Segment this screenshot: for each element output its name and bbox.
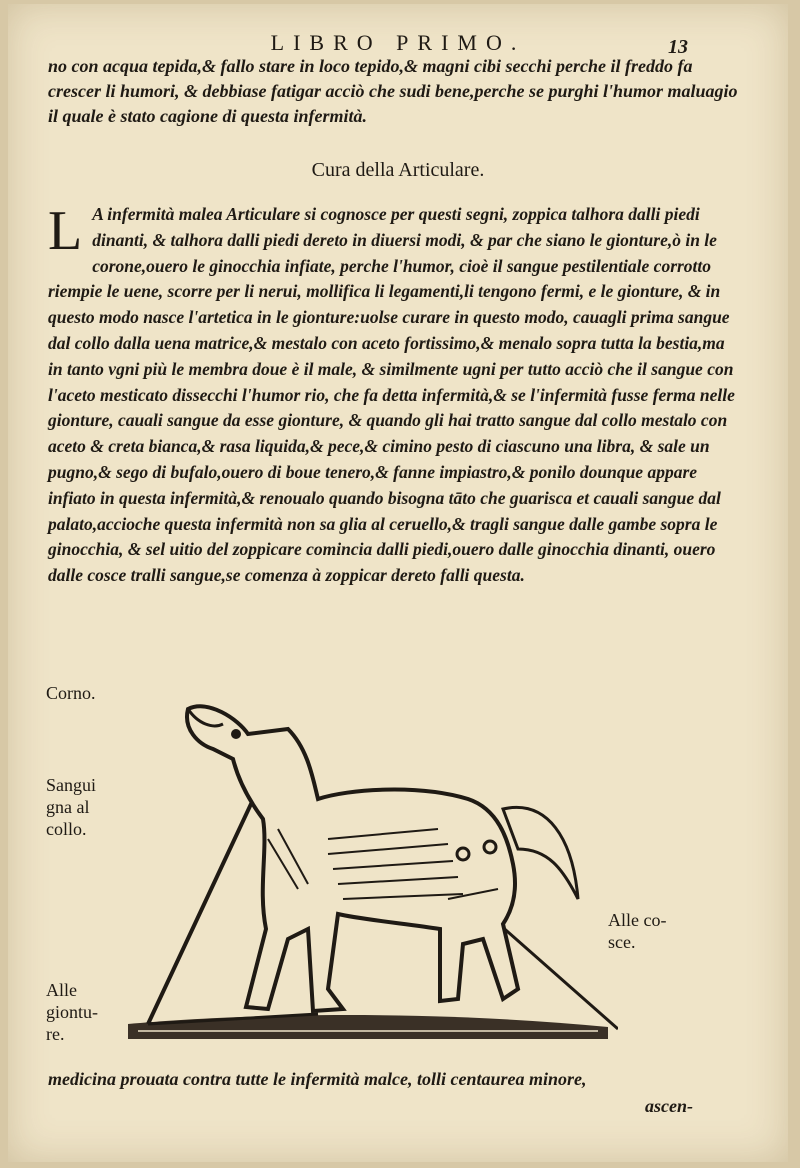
drop-cap: L [48,200,83,262]
page-number: 13 [668,36,688,58]
figure-label-corno: Corno. [46,683,96,703]
intro-paragraph: no con acqua tepida,& fallo stare in loco tepido,& magni cibi secchi perche il freddo fa crescer li humori, & debbiase fatigar acciò che sudi bene,perche se purghi l'humor maluagio il quale è stato cagione di questa infermità. [48,56,738,126]
figure-label-giunture: Alle giontu- re. [46,980,98,1044]
body-paragraph-text: A infermità malea Articulare si cognosce per questi segni, zoppica talhora dalli piedi dinanti, & talhora dalli piedi dereto in diuersi modi, & par che siano le gionture,ò in le corone,ouero le ginocchia infiate, perche l'humor, cioè il sangue pestilentiale corrotto riempie le uene, scorre per li nerui, mollifica li legamenti,li tengono fermi, e le gionture, & in questo modo nasce l'artetica in le gionture:uolse curare in questo modo, cauagli prima sangue dal collo dalla uena matrice,& mestalo con aceto fortissimo,& menalo sopra tutta la bestia,ma in tanto vgni più le membra doue è il male, & similmente ugni per tutto acciò che il sangue con l'aceto mesticato dissecchi l'humor rio, che fa detta infermità,& se l'infermità fusse ferma nelle gionture, cauali sangue da esse gionture, & quando gli hai tratto sangue dal collo mestalo con aceto & creta bianca,& rasa liquida,& pece,& cimino pesto di ciascuno una libra, & sale un pugno,& sego di bufalo,ouero di boue tenero,& fanne impiastro,& ponilo dounque appare infiato in questa infermità,& renoualo quando bisogna tāto che guarisca et cauali sangue dal palato,accioche questa infermità non sa glia al ceruello,& tragli sangue dalle gambe sopra le ginocchia, & sel uitio del zoppicare comincia dalli piedi,ouero dalle ginocchia dinanti, ouero dalle cosce tralli sangue,se comenza à zoppicar dereto falli questa. [48,204,735,586]
figure-label-cosce: Alle co- sce. [608,910,667,952]
body-paragraph [48,202,738,589]
footer-line: medicina prouata contra tutte le infermità malce, tolli centaurea minore, [48,1069,587,1089]
horse-woodcut-illustration [118,689,618,1049]
running-head: LIBRO PRIMO. [270,30,526,55]
book-page [8,4,788,1162]
catchword: ascen- [645,1096,693,1116]
section-title: Cura della Articulare. [311,159,485,181]
woodcut-staff [148,789,258,1024]
woodcut-ground [128,1015,608,1039]
figure-label-collo: Sangui gna al collo. [46,775,97,839]
